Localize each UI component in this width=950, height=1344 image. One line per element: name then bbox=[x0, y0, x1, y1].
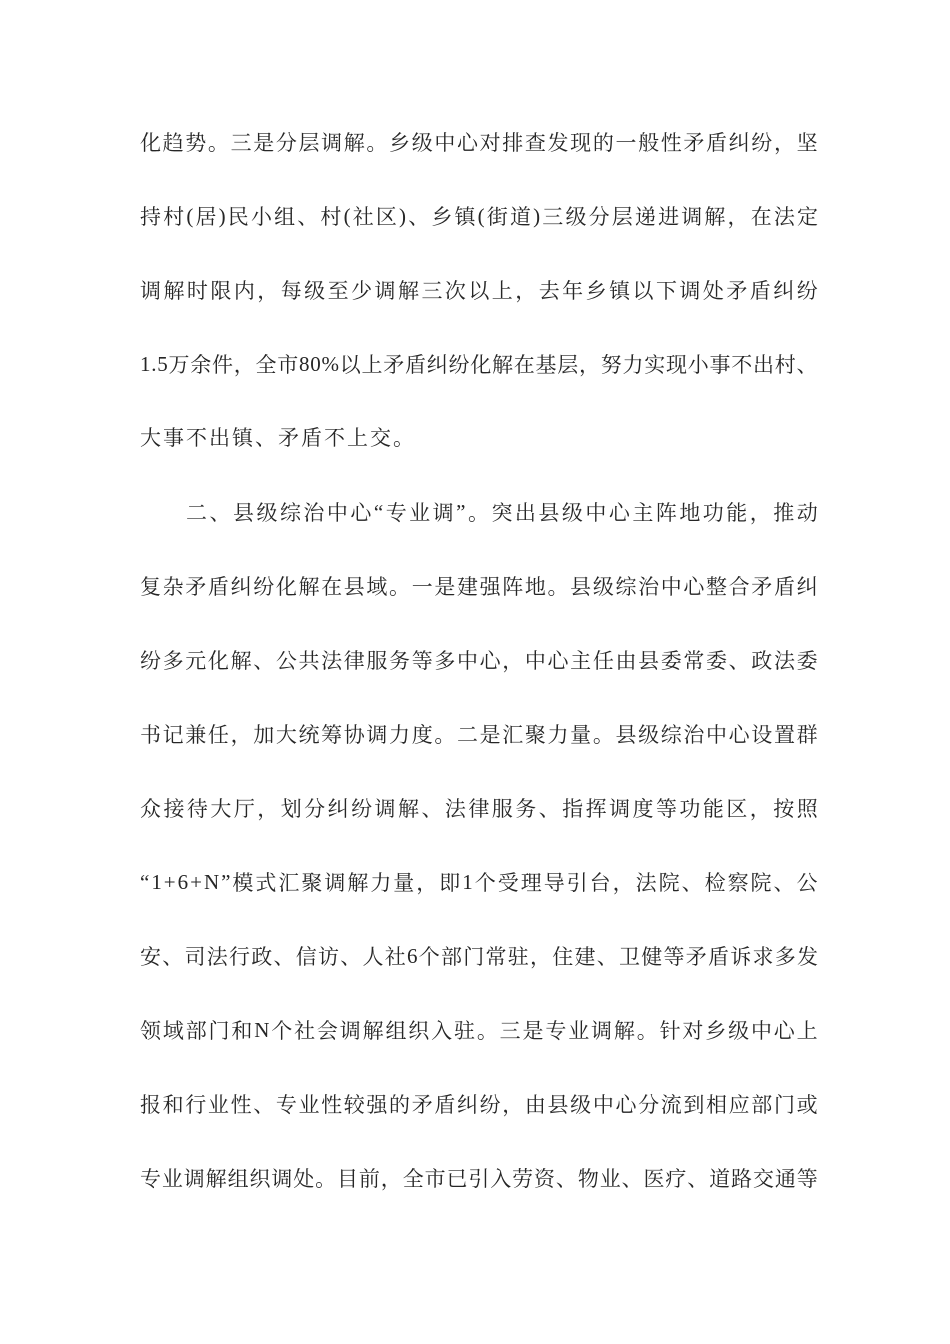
text-line: 专 业 调 解 组 织 调 处 。 目 前 ， 全 市 已 引 入 劳 资 、 物 业 、 医 疗 、 道 路 交 通 等 bbox=[140, 1167, 818, 1191]
text-line: “ 1 + 6 + N ” 模 式 汇 聚 调 解 力 量 ， 即 1 个 受 理 导 引 台 ， 法 院 、 检 察 院 、 公 bbox=[140, 869, 818, 895]
text-line: 安 、 司 法 行 政 、 信 访 、 人 社 6 个 部 门 常 驻 ， 住 建 、 卫 健 等 矛 盾 诉 求 多 发 bbox=[140, 943, 818, 969]
text-line: 调 解 时 限 内 ， 每 级 至 少 调 解 三 次 以 上 ， 去 年 乡 镇 以 下 调 处 矛 盾 纠 纷 bbox=[140, 279, 818, 303]
text-line: 书 记 兼 任 ， 加 大 统 筹 协 调 力 度 。 二 是 汇 聚 力 量 。 县 级 综 治 中 心 设 置 群 bbox=[140, 723, 818, 747]
text-line: 1 . 5 万 余 件 ， 全 市 8 0 % 以 上 矛 盾 纠 纷 化 解 在 基 层 ， 努 力 实 现 小 事 不 出 村 、 bbox=[140, 351, 818, 377]
text-line: 领 域 部 门 和 N 个 社 会 调 解 组 织 入 驻 。 三 是 专 业 调 解 。 针 对 乡 级 中 心 上 bbox=[140, 1017, 818, 1043]
text-line: 大事不出镇、矛盾不上交。 bbox=[140, 426, 416, 450]
text-line: 化 趋 势 。 三 是 分 层 调 解 。 乡 级 中 心 对 排 查 发 现 的 一 般 性 矛 盾 纠 纷 ， 坚 bbox=[140, 131, 818, 155]
text-line: 二 、 县 级 综 治 中 心 “ 专 业 调 ” 。 突 出 县 级 中 心 主 阵 地 功 能 ， 推 动 bbox=[186, 499, 818, 525]
text-line: 复 杂 矛 盾 纠 纷 化 解 在 县 域 。 一 是 建 强 阵 地 。 县 级 综 治 中 心 整 合 矛 盾 纠 bbox=[140, 575, 818, 599]
document-text bbox=[140, 105, 818, 1215]
text-line: 报 和 行 业 性 、 专 业 性 较 强 的 矛 盾 纠 纷 ， 由 县 级 中 心 分 流 到 相 应 部 门 或 bbox=[140, 1093, 818, 1117]
text-line: 持 村 ( 居 ) 民 小 组 、 村 ( 社 区 ) 、 乡 镇 ( 街 道 ) 三 级 分 层 递 进 调 解 ， 在 法 定 bbox=[140, 203, 818, 229]
text-line: 纷 多 元 化 解 、 公 共 法 律 服 务 等 多 中 心 ， 中 心 主 任 由 县 委 常 委 、 政 法 委 bbox=[140, 649, 818, 673]
text-line: 众 接 待 大 厅 ， 划 分 纠 纷 调 解 、 法 律 服 务 、 指 挥 调 度 等 功 能 区 ， 按 照 bbox=[140, 797, 818, 821]
